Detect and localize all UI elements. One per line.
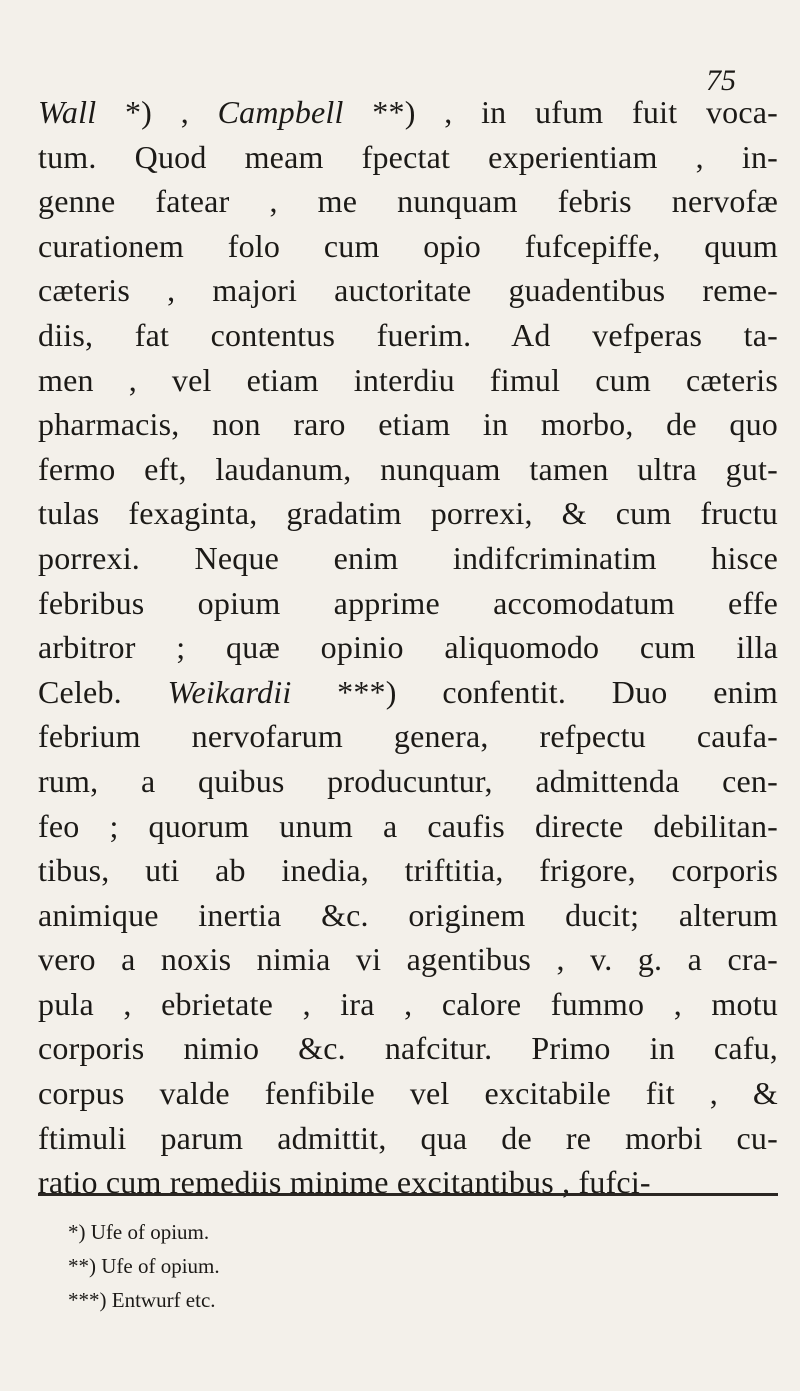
text-line: corpus valde fenfibile vel excitabile fit , &	[38, 1075, 778, 1112]
text-line: ftimuli parum admittit, qua de re morbi cu-	[38, 1119, 778, 1156]
footnote: **) Ufe of opium.	[68, 1254, 220, 1278]
body-text	[38, 90, 778, 1205]
text-line: corporis nimio &c. nafcitur. Primo in cafu,	[38, 1030, 778, 1067]
text-line: cæteris , majori auctoritate guadentibus reme-	[38, 272, 778, 309]
text-line: curationem folo cum opio fufcepiffe, quum	[38, 227, 778, 264]
text-line: pula , ebrietate , ira , calore fummo , motu	[38, 985, 778, 1022]
text-line: porrexi. Neque enim indifcriminatim hisce	[38, 539, 778, 576]
text-line: tum. Quod meam fpectat experientiam , in-	[38, 138, 778, 175]
text-line: rum, a quibus producuntur, admittenda cen-	[38, 762, 778, 799]
text-line: animique inertia &c. originem ducit; alterum	[38, 896, 778, 933]
text-line: arbitror ; quæ opinio aliquomodo cum illa	[38, 629, 778, 666]
text-line: pharmacis, non raro etiam in morbo, de quo	[38, 406, 778, 443]
text-line: vero a noxis nimia vi agentibus , v. g. a cra-	[38, 941, 778, 978]
text-line: feo ; quorum unum a caufis directe debilitan-	[38, 807, 778, 844]
text-line: fermo eft, laudanum, nunquam tamen ultra gut-	[38, 450, 778, 487]
text-line: diis, fat contentus fuerim. Ad vefperas ta-	[38, 316, 778, 353]
text-line: febrium nervofarum genera, refpectu caufa-	[38, 718, 778, 755]
text-line: Celeb. Weikardii ***) confentit. Duo enim	[38, 673, 778, 710]
text-line: tulas fexaginta, gradatim porrexi, & cum fructu	[38, 495, 778, 532]
footnotes	[68, 1215, 668, 1317]
footnote: ***) Entwurf etc.	[68, 1288, 216, 1312]
text-line: ratio cum remediis minime excitantibus , fufci-	[38, 1164, 651, 1201]
text-line: men , vel etiam interdiu fimul cum cæteris	[38, 361, 778, 398]
footnote: *) Ufe of opium.	[68, 1220, 210, 1244]
page-number: 75	[706, 64, 736, 97]
text-line: febribus opium apprime accomodatum effe	[38, 584, 778, 621]
text-line: genne fatear , me nunquam febris nervofæ	[38, 183, 778, 220]
text-line: tibus, uti ab inedia, triftitia, frigore, corporis	[38, 852, 778, 889]
footnote-divider	[38, 1193, 778, 1196]
text-line: Wall *) , Campbell **) , in ufum fuit voca-	[38, 94, 779, 130]
